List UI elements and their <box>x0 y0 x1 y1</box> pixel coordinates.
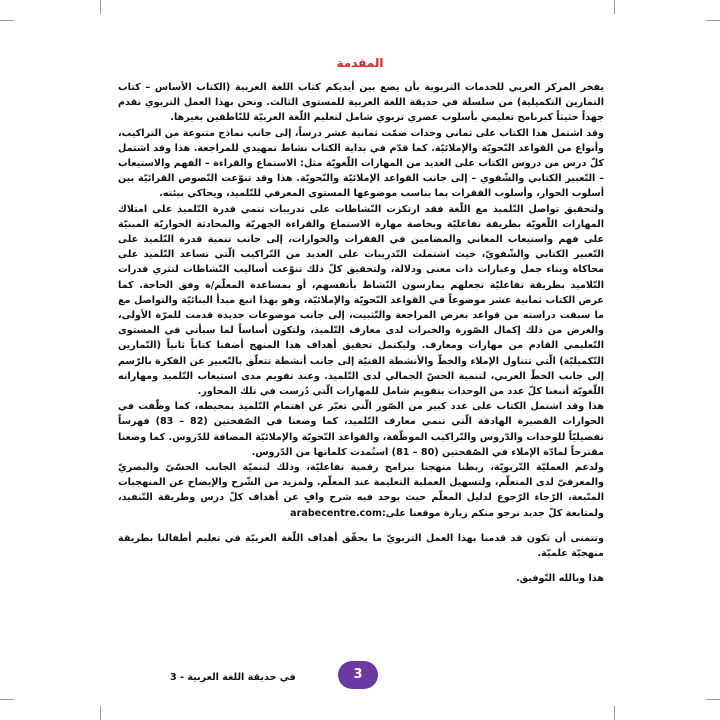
paragraph: ولدعم العمليّة التّربويّة، ربطنا منهجنا ببرامج رقمية تفاعليّة، وذلك لتنميّة الجانب الحسّيّ والبصريّ والمعرفيّ لدى المتعلّم، ولتسهيل العملية التعليمة عند المعلّم. ولمزيد من الشّرح والإيضاح عن المنهجيات المتّبعة، الرّجاء الرّجوع لدليل المعلّم حيث يوجد فيه شرح وافٍ عن أهداف كلّ درس وطريقة التّنفيذ، ولمتابعة كلّ جديد نرجو منكم زيارة موقعنا على:arabecentre.com <box>118 462 604 519</box>
crop-mark <box>100 0 101 14</box>
paragraph: يفخر المركز العربي للخدمات التربوية بأن يضع بين أيديكم كتاب اللغة العربية (الكتاب الأساس – كتاب التمارين التكميلية) من سلسلة في حديقة اللغة العربية للمستوى الثالث. ونحن بهذا العمل التربوي نقدم جهداً حثيثاً كبرنامج تعليمي بأسلوب عصري تربوي شامل لتعليم اللّغة العربيّة للنّاطقين بغيرها. <box>118 82 604 124</box>
paragraph: وتتمنى أن تكون قد قدمنا بهذا العمل التربويّ ما يحقّق أهداف اللّغة العربيّة في تعليم أطفالنا بطريقة منهجيّة علميّة. <box>118 532 604 560</box>
crop-mark <box>706 699 720 700</box>
crop-mark <box>0 20 14 21</box>
paragraph: هذا وقد اشتمل الكتاب على عدد كبير من الصّور الّتي تعبّر عن اهتمام التّلميذ بمحيطه، كما وظّفت في الحوارات القصيرة الهادفة الّتي تنمي معارف التّلميذ، كما وضعنا في الصّفحتين (82 – 83) فهرساً تفصيليّاً للوحدات والدّروس والتّراكيب الموظّفة، والقواعد النّحويّة والإملائيّة المضافة للدّروس. كما وضعنا مقترحاً لمادّة الإملاء في الصّفحتين (80 – 81) استُمدت كلماتها من الدّروس. <box>118 401 604 458</box>
crop-mark <box>706 20 720 21</box>
crop-mark <box>614 0 615 14</box>
crop-mark <box>100 706 101 720</box>
page-title: المقدمة <box>336 56 384 70</box>
footer-book-title: في حديقة اللغة العربية - 3 <box>170 672 296 683</box>
paragraph: وقد اشتمل هذا الكتاب على ثماني وحدات ضمّت ثمانية عشر درساً، إلى جانب نماذج متنوعة من التراكيب، وأنواع من القواعد النّحويّة والإملائيّة. كما قدّم في بداية الكتاب نشاط تمهيدي للمراجعة. هذا وقد اشتمل كلّ درس من دروس الكتاب على العديد من المهارات اللّغويّة مثل: الاستماع والقراءة – الفهم والاستيعاب – التّعبير الكتابي والشّفوي – إلى جانب القواعد الإملائيّة والنّحويّة. هذا وقد تنوّعت النّصوص القرائيّة بين أسلوب الحوار، وأسلوب الفقرات بما يناسب موضوعها المستوى المعرفي للتّلميذ، ويحاكي بيئته. <box>118 127 604 200</box>
crop-mark <box>614 706 615 720</box>
paragraph: ولتحقيق تواصل التّلميذ مع اللّغة فقد ارتكزت النّشاطات على تدريبات تنمي قدرة التّلميذ على امتلاك المهارات اللّغويّة بطريقة تفاعليّة وبخاصة مهارة الاستماع والقراءة الجهريّة والمحادثة الحواريّة المبنيّة على فهم واستيعاب المعاني والمضامين في الفقرات والحوارات، إلى جانب تنمية قدرة التّلميذ على التّعبير الكتابي والشّفويّ، حيث اشتملت التّدريبات على العديد من التّراكيب الّتي تساعد التّلميذ على محاكاة وبناء جمل وعبارات ذات معنى ودلالة، ولتحقيق كلّ ذلك تنوّعت أساليب النّشاطات لتثري قدرات التّلاميذ بطريقة تفاعليّة تجعلهم يمارسون النّشاط بأنفسهم، أو بمساعدة المعلّم/ة وفق الحاجة. كما عرض الكتاب ثمانية عشر موضوعاً في القواعد النّحويّة والإملائيّة، وهو بهذا اتبع مبدأ البنائيّة والتواصل مع ما سبقت دراسته من قواعد بغرض المراجعة والتّثبيت، إلى جانب موضوعات جديدة قدمت للمرّة الأولى، والغرض من ذلك إكمال الصّورة والخبرات لدى معارف التّلميذ، ولتكون أساساً لما سيأتي في المستوى التّعليمي القادم من مهارات ومعارف. وليكتمل تحقيق أهداف هذا المنهج أضفنا كتاباً ثانياً (التّمارين التّكميليّة) الّتي تتناول الإملاء والخطّ والأنشطة الفنيّة إلى جانب أنشطة تتعلّق بالتّعبير عن الفكرة بالرّسم إلى جانب الخطّ العربي، لتنمية الحسّ الجمالي لدى التّلميذ. وعند تقويم مدى استيعاب التّلميذ ومهاراته اللّغويّة أتبعنا كلّ عدد من الوحدات بتقويم شامل للمهارات الّتي دُرست في تلك المحاور. <box>118 203 604 398</box>
introduction-body <box>118 80 604 587</box>
closing-line: هذا وبالله التّوفيق. <box>516 573 604 585</box>
page-number-badge: 3 <box>338 661 378 689</box>
crop-mark <box>0 699 14 700</box>
